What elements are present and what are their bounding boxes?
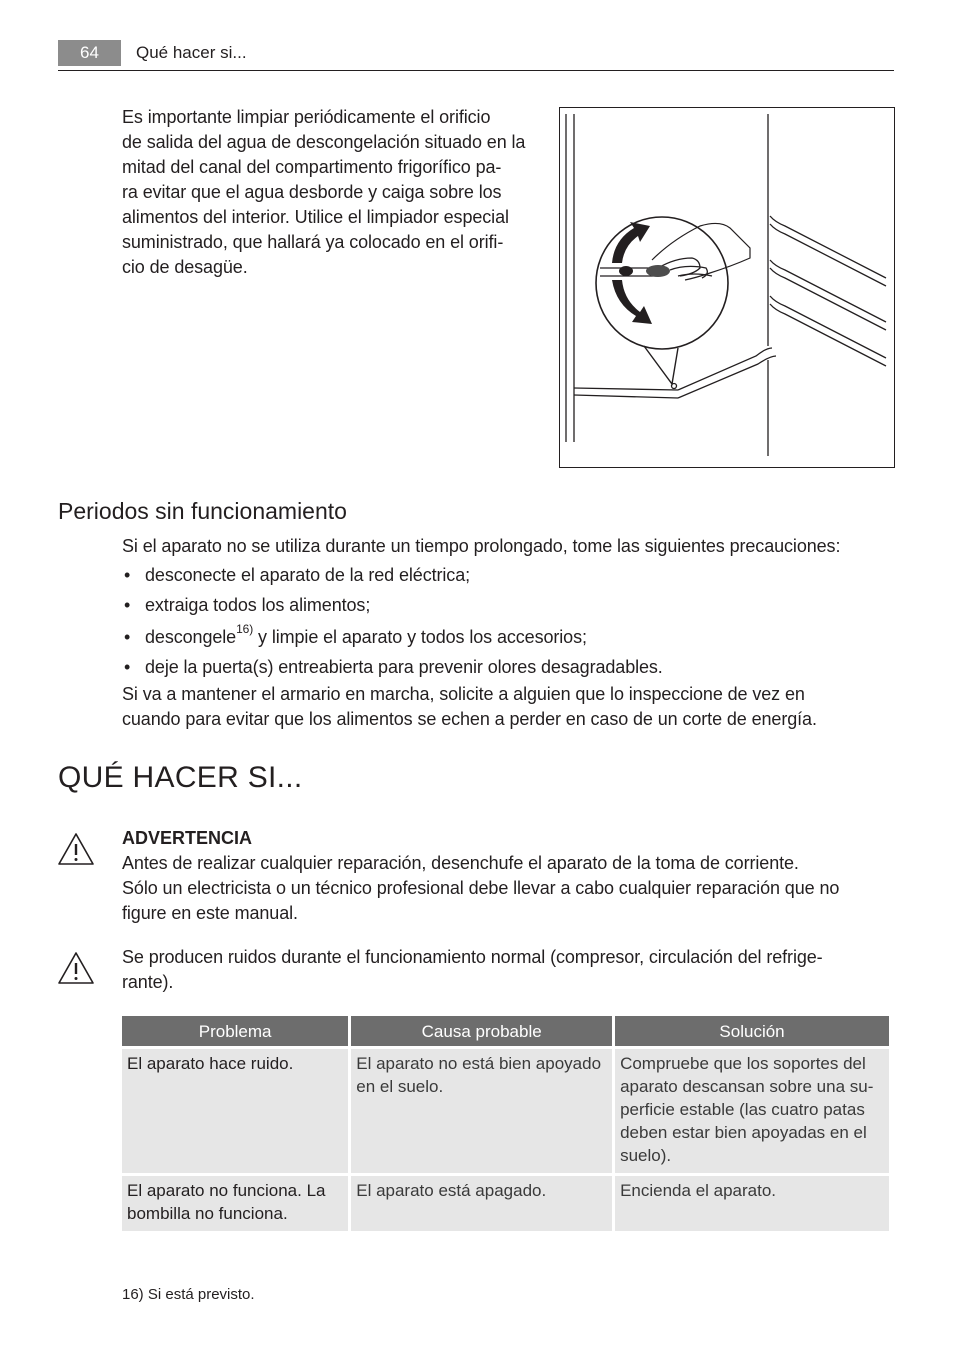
closing-line: Si va a mantener el armario en marcha, solicite a alguien que lo inspeccione de vez en — [122, 684, 805, 704]
list-item — [122, 593, 902, 618]
list-item-text: desconecte el aparato de la red eléctrica; — [145, 565, 471, 585]
cause-cell — [351, 1176, 612, 1231]
bullet-icon: • — [124, 657, 131, 677]
cell-line: bombilla no funciona. — [127, 1204, 288, 1223]
cell-line: El aparato no funciona. La — [127, 1181, 326, 1200]
chapter-heading: QUÉ HACER SI... — [58, 761, 303, 794]
cell-line: Compruebe que los soportes del — [620, 1054, 866, 1073]
intro-line: suministrado, que hallará ya colocado en el orifi- — [122, 232, 504, 252]
cell-line: aparato descansan sobre una su- — [620, 1077, 874, 1096]
warning-line: Sólo un electricista o un técnico profesional debe llevar a cabo cualquier reparación que no — [122, 878, 840, 898]
warning-text — [122, 851, 897, 926]
intro-line: alimentos del interior. Utilice el limpiador especial — [122, 207, 509, 227]
section-intro: Si el aparato no se utiliza durante un tiempo prolongado, tome las siguientes precauciones: — [122, 536, 841, 556]
page-number: 64 — [58, 40, 121, 66]
footnote: 16) Si está previsto. — [122, 1286, 255, 1303]
solution-cell — [615, 1049, 889, 1173]
problem-cell — [122, 1176, 348, 1231]
warning-line: figure en este manual. — [122, 903, 298, 923]
cell-line: perficie estable (las cuatro patas — [620, 1100, 865, 1119]
section-heading: Periodos sin funcionamiento — [58, 498, 347, 524]
problem-cell — [122, 1049, 348, 1173]
table-header-row — [122, 1016, 889, 1046]
intro-line: mitad del canal del compartimento frigorífico pa- — [122, 157, 502, 177]
bullet-icon: • — [124, 595, 131, 615]
footnote-reference[interactable]: 16) — [236, 622, 254, 636]
cell-line: Encienda el aparato. — [620, 1181, 777, 1200]
precautions-list — [122, 563, 902, 680]
column-header-solution: Solución — [615, 1016, 889, 1046]
list-item — [122, 655, 902, 680]
bullet-icon: • — [124, 627, 131, 647]
section-closing-paragraph — [122, 682, 897, 732]
warning-title: ADVERTENCIA — [122, 828, 253, 848]
closing-line: cuando para evitar que los alimentos se echen a perder en caso de un corte de energía. — [122, 709, 817, 729]
note-line: rante). — [122, 972, 174, 992]
header-divider — [58, 70, 894, 71]
list-item-text: extraiga todos los alimentos; — [145, 595, 371, 615]
list-item-text: descongele — [145, 627, 237, 647]
cause-cell — [351, 1049, 612, 1173]
intro-line: ra evitar que el agua desborde y caiga sobre los — [122, 182, 502, 202]
cell-line: El aparato no está bien apoyado — [356, 1054, 602, 1073]
cell-line: en el suelo. — [356, 1077, 444, 1096]
column-header-problem: Problema — [122, 1016, 348, 1046]
cell-line: suelo). — [620, 1146, 672, 1165]
intro-line: cio de desagüe. — [122, 257, 248, 277]
note-text — [122, 945, 897, 995]
intro-paragraph — [122, 105, 547, 280]
cell-line: El aparato está apagado. — [356, 1181, 547, 1200]
list-item — [122, 622, 902, 650]
cell-line: deben estar bien apoyadas en el — [620, 1123, 867, 1142]
list-item — [122, 563, 902, 588]
table-row — [122, 1049, 889, 1173]
list-item-text: deje la puerta(s) entreabierta para prevenir olores desagradables. — [145, 657, 663, 677]
note-line: Se producen ruidos durante el funcionamiento normal (compresor, circulación del refrige- — [122, 947, 823, 967]
bullet-icon: • — [124, 565, 131, 585]
warning-triangle-icon — [57, 832, 95, 866]
troubleshooting-table — [119, 1013, 892, 1234]
running-header-title: Qué hacer si... — [136, 43, 247, 62]
column-header-cause: Causa probable — [351, 1016, 612, 1046]
list-item-text: y limpie el aparato y todos los accesorios; — [253, 627, 587, 647]
solution-cell — [615, 1176, 889, 1231]
drain-cleaner-illustration — [559, 107, 895, 468]
warning-triangle-icon — [57, 951, 95, 985]
warning-line: Antes de realizar cualquier reparación, desenchufe el aparato de la toma de corriente. — [122, 853, 799, 873]
intro-line: Es importante limpiar periódicamente el orificio — [122, 107, 491, 127]
table-row — [122, 1176, 889, 1231]
drain-cleaner-drawing — [560, 108, 894, 467]
intro-line: de salida del agua de descongelación situado en la — [122, 132, 526, 152]
cell-line: El aparato hace ruido. — [127, 1054, 294, 1073]
